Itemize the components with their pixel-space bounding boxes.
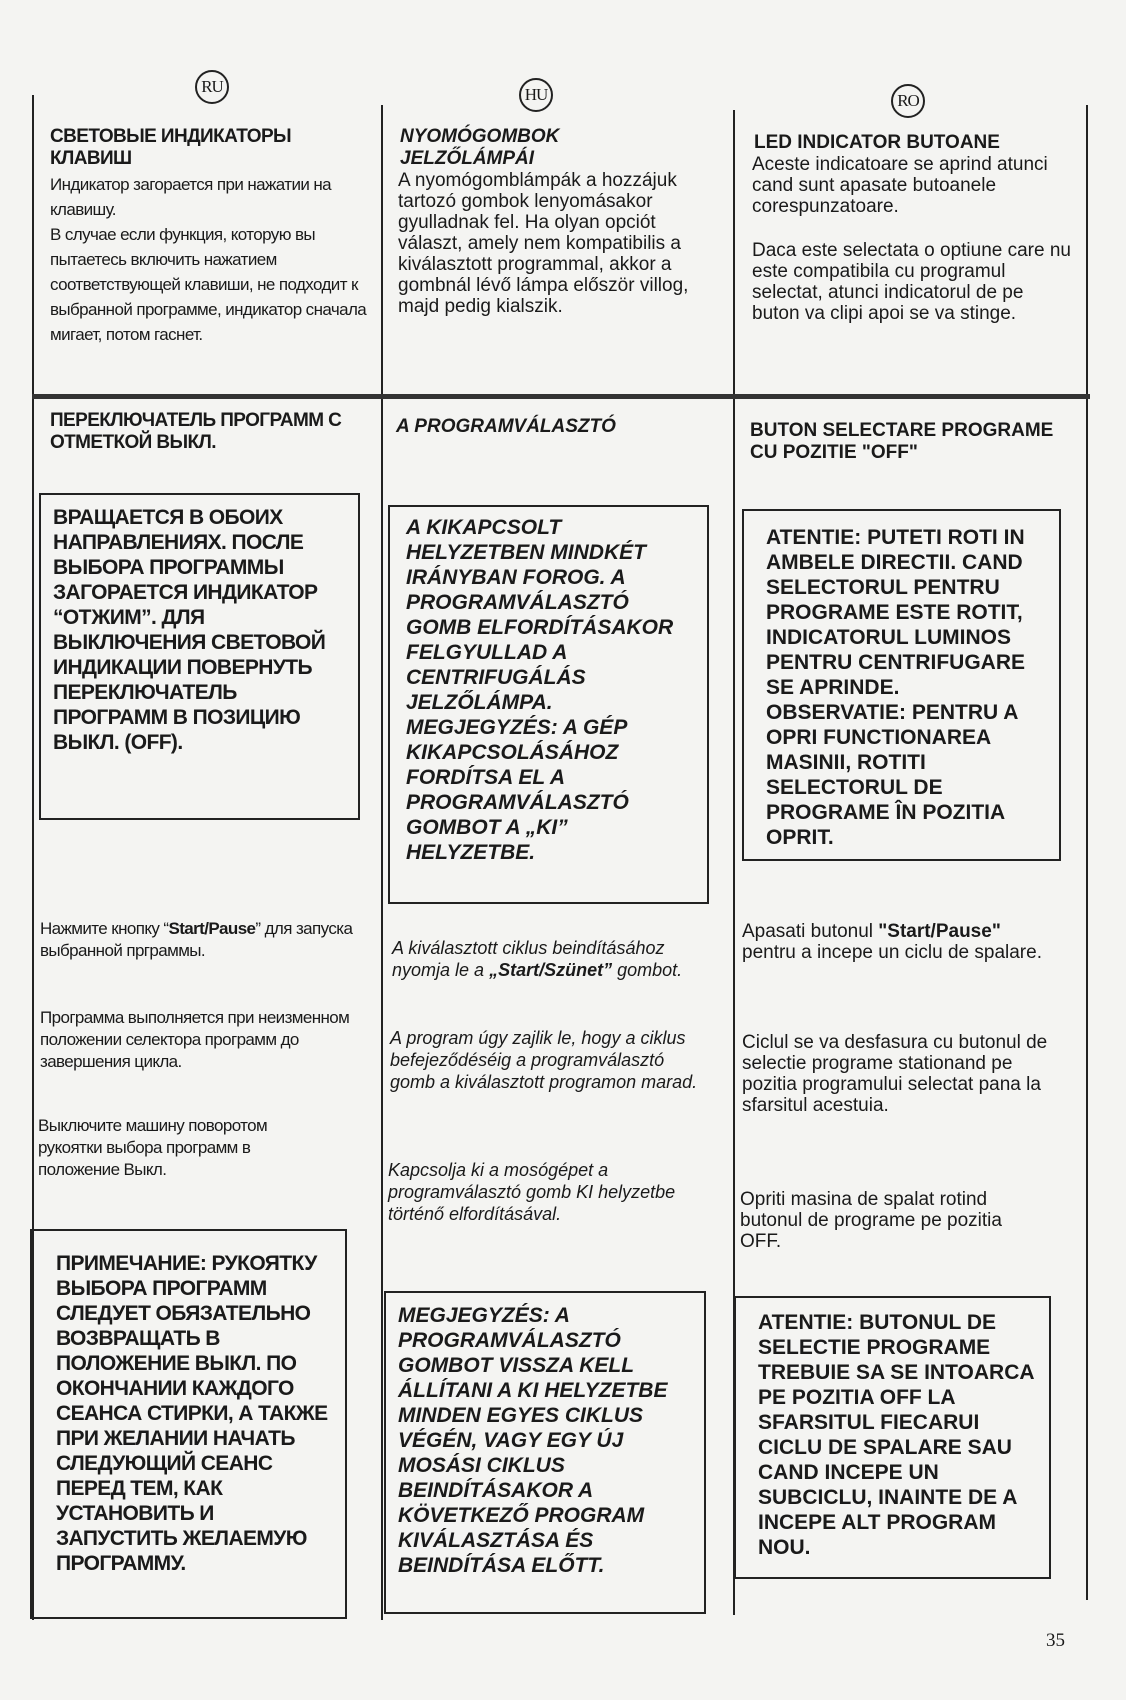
ru-led-text-2: В случае если функция, которую вы пытаетесь включить нажатием соответствующей клавиши, не подходит к выбранной программе, индикатор сначала мигает, потом гаснет.	[50, 225, 367, 344]
hu-selector-heading: A PROGRAMVÁLASZTÓ	[396, 416, 616, 437]
ro-led-text-2: Daca este selectata o optiune care nu este compatibila cu programul selectat, atunci indicatorul de pe buton va clipi apoi se va stinge.	[752, 240, 1071, 324]
section-divider	[32, 394, 1090, 399]
hu-off-text: Kapcsolja ki a mosógépet a programválasztó gomb KI helyzetbe történő elfordításával.	[388, 1160, 676, 1224]
ro-run-text: Ciclul se va desfasura cu butonul de selectie programe stationand pe pozitia programului selectat pana la sfarsitul acestuia.	[742, 1032, 1048, 1116]
ro-start-text	[742, 921, 1042, 963]
ro-selector-heading: BUTON SELECTARE PROGRAME CU POZITIE "OFF"	[750, 420, 1054, 463]
hu-start-text	[392, 937, 692, 981]
ro-selector-box: ATENTIE: PUTETI ROTI IN AMBELE DIRECTII. CAND SELECTORUL PENTRU PROGRAME ESTE ROTIT, INDICATORUL LUMINOS PENTRU CENTRIFUGARE SE APRINDE. OBSERVATIE: PENTRU A OPRI FUNCTIONAREA MASINII, ROTITI SELECTORUL DE PROGRAME ÎN POZITIA OPRIT.	[742, 509, 1061, 861]
ro-led-heading: LED INDICATOR BUTOANE	[754, 132, 1000, 153]
column-divider	[381, 105, 383, 1620]
ru-start-text	[40, 918, 360, 962]
ru-run-text: Программа выполняется при неизменном положении селектора программ до завершения цикла.	[40, 1008, 350, 1071]
language-badge-ro: RO	[891, 84, 925, 118]
text: pentru a incepe un ciclu de spalare.	[742, 942, 1042, 963]
ro-led-text-1: Aceste indicatoare se aprind atunci cand sunt apasate butoanele corespunzatoare.	[752, 154, 1048, 217]
ro-note-box: ATENTIE: BUTONUL DE SELECTIE PROGRAME TREBUIE SA SE INTOARCA PE POZITIA OFF LA SFARSITUL FIECARUI CICLU DE SPALARE SAU CAND INCEPE UN SUBCICLU, INAINTE DE A INCEPE ALT PROGRAM NOU.	[734, 1296, 1051, 1579]
text: Нажмите кнопку “	[40, 919, 169, 938]
page-number: 35	[1046, 1630, 1065, 1651]
language-badge-ru: RU	[195, 70, 229, 104]
hu-selector-box: A KIKAPCSOLT HELYZETBEN MINDKÉT IRÁNYBAN FOROG. A PROGRAMVÁLASZTÓ GOMB ELFORDÍTÁSAKOR FELGYULLAD A CENTRIFUGÁLÁS JELZŐLÁMPA. MEGJEGYZÉS: A GÉP KIKAPCSOLÁSÁHOZ FORDÍTSA EL A PROGRAMVÁLASZTÓ GOMBOT A „KI” HELYZETBE.	[388, 505, 709, 904]
text: ” для запуска выбранной прграммы.	[40, 919, 353, 960]
hu-led-text: A nyomógomblámpák a hozzájuk tartozó gombok lenyomásakor gyulladnak fel. Ha olyan opciót választ, amely nem kompatibilis a kiválasztott programmal, akkor a gombnál lévő lámpa először villog, majd pedig kialszik.	[398, 170, 689, 317]
hu-run-text: A program úgy zajlik le, hogy a ciklus befejeződéséig a programválasztó gomb a kiválasztott programon marad.	[390, 1028, 698, 1092]
column-divider	[1086, 105, 1088, 1600]
hu-led-heading: NYOMÓGOMBOK JELZŐLÁMPÁI	[400, 126, 560, 169]
start-pause-label: "Start/Pause"	[878, 921, 1001, 942]
ru-note-box: ПРИМЕЧАНИЕ: РУКОЯТКУ ВЫБОРА ПРОГРАММ СЛЕДУЕТ ОБЯЗАТЕЛЬНО ВОЗВРАЩАТЬ В ПОЛОЖЕНИЕ ВЫКЛ. ПО ОКОНЧАНИИ КАЖДОГО СЕАНСА СТИРКИ, А ТАКЖЕ ПРИ ЖЕЛАНИИ НАЧАТЬ СЛЕДУЮЩИЙ СЕАНС ПЕРЕД ТЕМ, КАК УСТАНОВИТЬ И ЗАПУСТИТЬ ЖЕЛАЕМУЮ ПРОГРАММУ.	[30, 1229, 347, 1619]
ru-led-text-1: Индикатор загорается при нажатии на клавишу.	[50, 175, 332, 219]
language-badge-hu: HU	[519, 78, 553, 112]
text: Apasati butonul	[742, 921, 879, 942]
hu-note-box: MEGJEGYZÉS: A PROGRAMVÁLASZTÓ GOMBOT VISSZA KELL ÁLLÍTANI A KI HELYZETBE MINDEN EGYES CIKLUS VÉGÉN, VAGY EGY ÚJ MOSÁSI CIKLUS BEINDÍTÁSAKOR A KÖVETKEZŐ PROGRAM KIVÁLASZTÁSA ÉS BEINDÍTÁSA ELŐTT.	[384, 1291, 706, 1614]
start-pause-label: Start/Pause	[168, 919, 256, 938]
text: gombot.	[612, 960, 683, 980]
ru-selector-heading: ПЕРЕКЛЮЧАТЕЛЬ ПРОГРАММ С ОТМЕТКОЙ ВЫКЛ.	[50, 410, 342, 453]
text: A kiválasztott ciklus beindításához nyomja le a	[392, 938, 665, 980]
start-pause-label: „Start/Szünet”	[489, 960, 613, 980]
ru-off-text: Выключите машину поворотом рукоятки выбора программ в положение Выкл.	[38, 1116, 268, 1179]
ru-led-heading: СВЕТОВЫЕ ИНДИКАТОРЫ КЛАВИШ	[50, 126, 292, 169]
ru-selector-box: ВРАЩАЕТСЯ В ОБОИХ НАПРАВЛЕНИЯХ. ПОСЛЕ ВЫБОРА ПРОГРАММЫ ЗАГОРАЕТСЯ ИНДИКАТОР “ОТЖИМ”. ДЛЯ ВЫКЛЮЧЕНИЯ СВЕТОВОЙ ИНДИКАЦИИ ПОВЕРНУТЬ ПЕРЕКЛЮЧАТЕЛЬ ПРОГРАММ В ПОЗИЦИЮ ВЫКЛ. (OFF).	[39, 493, 360, 820]
ro-off-text: Opriti masina de spalat rotind butonul de programe pe pozitia OFF.	[740, 1189, 1002, 1252]
